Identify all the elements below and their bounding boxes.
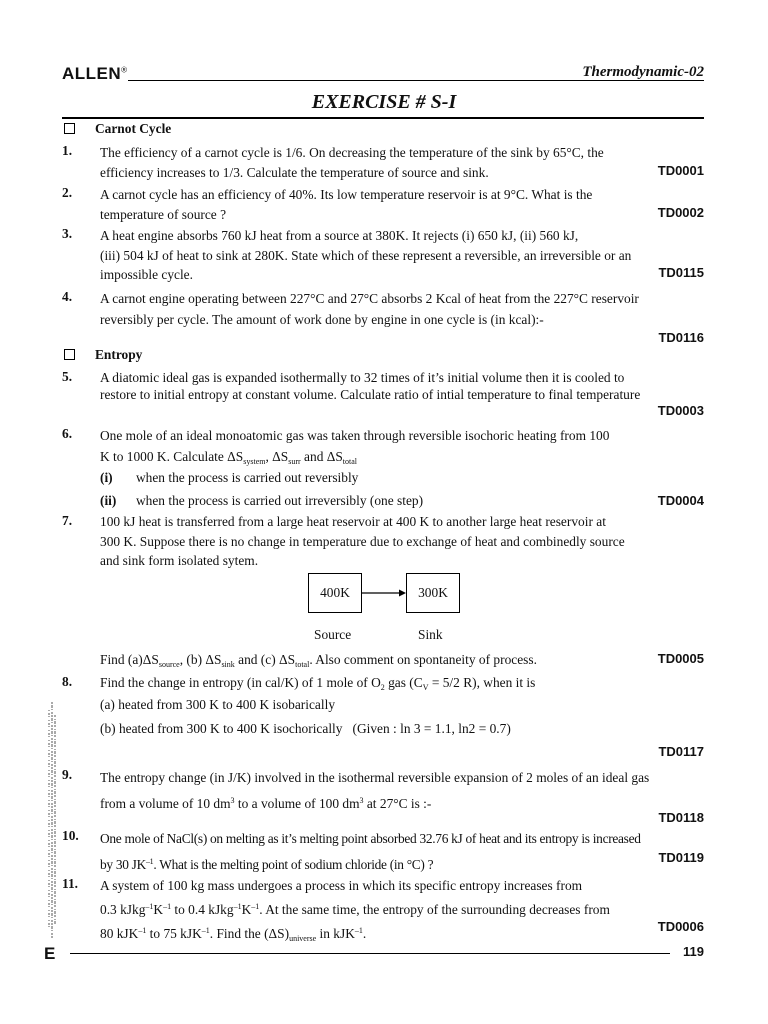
- q9-text: The entropy change (in J/K) involved in the isothermal reversible expansion of 2 moles of an ideal gas from a volume of 10 $dm^3$ to a volume of 100 $dm^3$ at 27°C is :-: [100, 770, 650, 811]
- q6-part-ii-text: when the process is carried out irreversibly (one step): [136, 493, 424, 508]
- q11-number: 11.: [62, 876, 78, 891]
- q8-code: TD0117: [658, 744, 704, 759]
- q6-part-i-text: when the process is carried out reversibly: [136, 470, 359, 485]
- q4-number: 4.: [62, 289, 73, 304]
- q8-text: Find the change in entropy (in cal/K) of 1 mole of $O_2$ gas ($C_V = 5/2$ R), when it is: [100, 675, 536, 692]
- checkbox-square-icon: [64, 349, 75, 360]
- q6-code: TD0004: [657, 493, 704, 508]
- q9-number: 9.: [62, 767, 73, 782]
- brand-logo: ALLEN®: [62, 64, 128, 83]
- q10-number: 10.: [62, 828, 79, 843]
- q7-find-text: Find $(a)\Delta S_{source}$, (b) $\Delta S_{sink}$ and (c) $\Delta S_{total}$. Also comment on spontaneity of process.: [100, 652, 537, 669]
- q7-code: TD0005: [657, 651, 704, 666]
- page-number: 119: [683, 944, 704, 959]
- q2-text: A carnot cycle has an efficiency of 40%. Its low temperature reservoir is at 9°C. What is the temperature of source ?: [100, 187, 593, 222]
- q5-code: TD0003: [657, 403, 704, 418]
- q4-text: A carnot engine operating between 227°C and 27°C absorbs 2 Kcal of heat from the 227°C reservoir reversibly per cycle. The amount of work done by engine in one cycle is (in kcal):-: [100, 291, 639, 327]
- q7-text: 100 kJ heat is transferred from a large heat reservoir at 400 K to another large heat reservoir at 300 K. Suppose there is no change in temperature due to exchange of heat and combinedly source and sink form isolated sytem.: [100, 514, 625, 568]
- q10-code: TD0119: [658, 850, 704, 865]
- chapter-title: Thermodynamic-02: [582, 64, 704, 80]
- q6-text: One mole of an ideal monoatomic gas was taken through reversible isochoric heating from 100 K to 1000 K. Calculate $\Delta S_{system}$, $\Delta S_{surr}$ and $\Delta S_{total}$: [100, 428, 610, 466]
- margin-file-path-mark: [46, 700, 58, 940]
- q1-text: The efficiency of a carnot cycle is 1/6. On decreasing the temperature of the sink by 65°C, the efficiency increases to 1/3. Calculate the temperature of source and sink.: [100, 145, 604, 180]
- q2-code: TD0002: [657, 205, 704, 220]
- q6-part-i-label: (i): [100, 470, 113, 485]
- heat-flow-arrow-icon: [361, 588, 407, 598]
- page-title: EXERCISE # S-I: [311, 91, 457, 113]
- q4-code: TD0116: [658, 330, 704, 345]
- footer-rule: [70, 953, 670, 954]
- q1-code: TD0001: [657, 163, 704, 178]
- q11-code: TD0006: [657, 919, 704, 934]
- q11-text: A system of 100 kg mass undergoes a process in which its specific entropy increases from 0.3 $kJkg^{-1}K^{-1}$ to 0.4 $kJkg^{-1}K^{-1}$. At the same time, the entropy of the surrounding decreases from 80 kJK$^{-1}$ to 75 kJK$^{-1}$. Find the $(\Delta S)_{universe}$ in kJK$^{-1}$.: [100, 878, 610, 943]
- q3-text: A heat engine absorbs 760 kJ heat from a source at 380K. It rejects (i) 650 kJ, (ii) 560 kJ, (iii) 504 kJ of heat to sink at 280K. State which of these represent a reversible, an irreversible or an impossible cycle.: [100, 228, 632, 282]
- q3-number: 3.: [62, 226, 73, 241]
- q8-part-a: (a) heated from 300 K to 400 K isobarically: [100, 697, 336, 712]
- q10-text: One mole of NaCl(s) on melting as it’s melting point absorbed 32.76 kJ of heat and its entropy is increased by 30 $JK^{-1}$. What is the melting point of sodium chloride (in °C) ?: [100, 831, 641, 872]
- footer-edition-letter: E: [44, 944, 56, 963]
- q8-part-b: (b) heated from 300 K to 400 K isochorically (Given : ln 3 = 1.1, ln2 = 0.7): [100, 721, 511, 736]
- source-caption: Source: [314, 627, 352, 642]
- q9-code: TD0118: [658, 810, 704, 825]
- q6-number: 6.: [62, 426, 73, 441]
- q2-number: 2.: [62, 185, 73, 200]
- q5-number: 5.: [62, 369, 73, 384]
- q8-number: 8.: [62, 674, 73, 689]
- section-entropy: Entropy: [64, 347, 142, 363]
- checkbox-square-icon: [64, 123, 75, 134]
- q1-number: 1.: [62, 143, 73, 158]
- q6-part-ii-label: (ii): [100, 493, 117, 508]
- q7-number: 7.: [62, 513, 73, 528]
- q3-code: TD0115: [658, 265, 704, 280]
- sink-caption: Sink: [418, 627, 443, 642]
- sink-box: 300K: [406, 573, 460, 613]
- source-box: 400K: [308, 573, 362, 613]
- section-carnot: Carnot Cycle: [64, 121, 171, 137]
- q5-text: A diatomic ideal gas is expanded isothermally to 32 times of it’s initial volume then it is cooled to restore to initial entropy at constant volume. Calculate ratio of intial temperature to final temperature: [100, 370, 641, 402]
- title-rule: [62, 117, 704, 119]
